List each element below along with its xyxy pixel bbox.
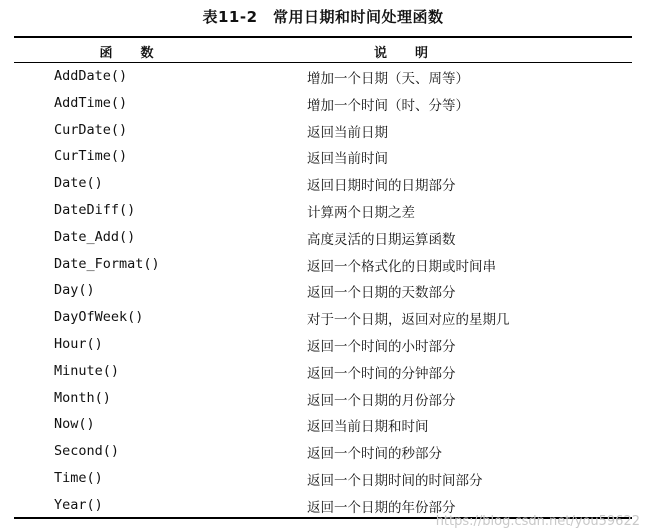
function-description: 返回当前日期和时间 [307, 419, 429, 436]
function-name: Date_Format() [54, 255, 160, 272]
table-row [14, 385, 632, 412]
table-row [14, 304, 632, 331]
table-caption: 表11-2 常用日期和时间处理函数 [202, 8, 444, 26]
table-row [14, 331, 632, 358]
table-row [14, 411, 632, 438]
function-name: Day() [54, 282, 95, 299]
function-description: 计算两个日期之差 [307, 204, 415, 221]
function-name: Second() [54, 443, 120, 460]
function-name: Time() [54, 469, 103, 486]
function-description: 高度灵活的日期运算函数 [307, 231, 456, 248]
function-name: DayOfWeek() [54, 309, 144, 326]
function-name: Date_Add() [54, 228, 136, 245]
table-row [14, 251, 632, 278]
function-description: 返回一个日期的年份部分 [307, 499, 456, 516]
function-name: Now() [54, 416, 95, 433]
function-name: Hour() [54, 335, 103, 352]
function-name: Date() [54, 175, 103, 192]
table-body [14, 63, 632, 519]
table-row [14, 143, 632, 170]
function-name: AddTime() [54, 94, 128, 111]
table-row [14, 224, 632, 251]
function-description: 增加一个时间（时、分等） [307, 97, 469, 114]
header-function: 函数 [99, 46, 182, 61]
function-description: 增加一个日期（天、周等） [307, 71, 469, 87]
function-description: 返回一个时间的秒部分 [307, 446, 442, 463]
function-name: CurDate() [54, 121, 128, 138]
function-description: 返回一个时间的分钟部分 [307, 365, 456, 382]
function-name: Minute() [54, 362, 120, 379]
table-row [14, 277, 632, 304]
table-row [14, 358, 632, 385]
function-name: Year() [54, 496, 103, 513]
function-description: 返回一个格式化的日期或时间串 [307, 258, 496, 275]
function-name: DateDiff() [54, 201, 136, 218]
function-description: 返回一个时间的小时部分 [307, 338, 456, 355]
table-row [14, 170, 632, 197]
watermark-text: https://blog.csdn.net/you59622 [435, 514, 640, 529]
function-name: AddDate() [54, 68, 128, 84]
function-description: 返回一个日期时间的时间部分 [307, 472, 483, 489]
header-description: 说明 [373, 46, 456, 61]
table-row [14, 117, 632, 144]
table-header [14, 38, 632, 62]
table-row [14, 63, 632, 90]
table-row [14, 465, 632, 492]
table-row [14, 90, 632, 117]
function-description: 对于一个日期，返回对应的星期几 [307, 312, 510, 329]
function-description: 返回当前时间 [307, 151, 388, 168]
table-row [14, 197, 632, 224]
function-description: 返回日期时间的日期部分 [307, 178, 456, 195]
function-name: CurTime() [54, 148, 128, 165]
table-row [14, 438, 632, 465]
function-name: Month() [54, 389, 111, 406]
function-description: 返回一个日期的月份部分 [307, 392, 456, 409]
function-description: 返回一个日期的天数部分 [307, 285, 456, 302]
function-description: 返回当前日期 [307, 124, 388, 141]
